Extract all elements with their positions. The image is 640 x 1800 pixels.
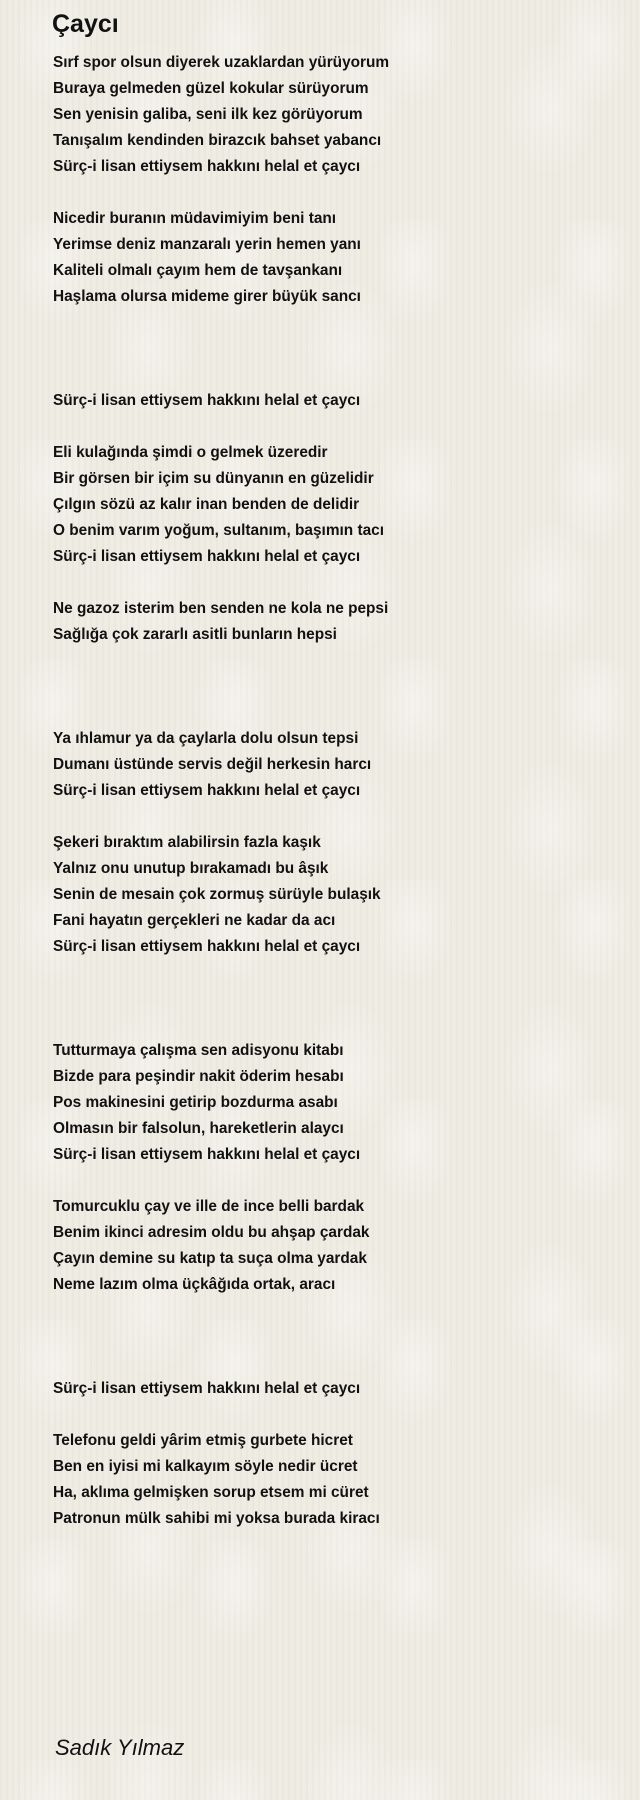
poem-line: Ya ıhlamur ya da çaylarla dolu olsun tepsi [53, 730, 359, 747]
poem-line: Tutturmaya çalışma sen adisyonu kitabı [53, 1042, 344, 1059]
author-signature: Sadık Yılmaz [55, 1735, 185, 1760]
stanza [53, 1194, 389, 1298]
poem-line: Tomurcuklu çay ve ille de ince belli bardak [53, 1198, 365, 1215]
poem-line: Ben en iyisi mi kalkayım söyle nedir ücret [53, 1458, 358, 1475]
poem-line: Fani hayatın gerçekleri ne kadar da acı [53, 912, 336, 929]
poem-line: Sürç-i lisan ettiysem hakkını helal et çaycı [53, 938, 361, 955]
stanza [53, 1376, 389, 1402]
poem-line: Sürç-i lisan ettiysem hakkını helal et çaycı [53, 782, 361, 799]
poem-line: Olmasın bir falsolun, hareketlerin alaycı [53, 1120, 344, 1137]
stanza [53, 206, 389, 310]
stanza [53, 388, 389, 414]
poem-line: Senin de mesain çok zormuş sürüyle bulaşık [53, 886, 381, 903]
poem-line: Neme lazım olma üçkâğıda ortak, aracı [53, 1276, 336, 1293]
poem-line: Ha, aklıma gelmişken sorup etsem mi cüret [53, 1484, 369, 1501]
poem-line: Sağlığa çok zararlı asitli bunların hepsi [53, 626, 337, 643]
poem-line: Dumanı üstünde servis değil herkesin harcı [53, 756, 372, 773]
poem-line: Sürç-i lisan ettiysem hakkını helal et çaycı [53, 158, 361, 175]
poem-line: Şekeri bıraktım alabilirsin fazla kaşık [53, 834, 321, 851]
stanza [53, 1428, 389, 1532]
poem-line: Çılgın sözü az kalır inan benden de delidir [53, 496, 360, 513]
stanza [53, 596, 389, 648]
poem-line: Sürç-i lisan ettiysem hakkını helal et çaycı [53, 1146, 361, 1163]
poem-line: Yerimse deniz manzaralı yerin hemen yanı [53, 236, 361, 253]
stanza [53, 1038, 389, 1168]
poem-line: Telefonu geldi yârim etmiş gurbete hicret [53, 1432, 353, 1449]
stanza [53, 50, 389, 180]
stanza [53, 440, 389, 570]
poem-line: O benim varım yoğum, sultanım, başımın tacı [53, 522, 384, 539]
poem-title: Çaycı [52, 10, 119, 38]
poem-line: Benim ikinci adresim oldu bu ahşap çardak [53, 1224, 370, 1241]
poem-line: Nicedir buranın müdavimiyim beni tanı [53, 210, 337, 227]
stanza [53, 726, 389, 804]
poem-line: Patronun mülk sahibi mi yoksa burada kiracı [53, 1510, 380, 1527]
poem-line: Haşlama olursa mideme girer büyük sancı [53, 288, 361, 305]
poem-line: Bir görsen bir içim su dünyanın en güzelidir [53, 470, 374, 487]
poem-line: Pos makinesini getirip bozdurma asabı [53, 1094, 338, 1111]
poem-line: Sürç-i lisan ettiysem hakkını helal et çaycı [53, 392, 361, 409]
poem-line: Sürç-i lisan ettiysem hakkını helal et çaycı [53, 1380, 361, 1397]
poem-line: Bizde para peşindir nakit öderim hesabı [53, 1068, 344, 1085]
poem-line: Eli kulağında şimdi o gelmek üzeredir [53, 444, 328, 461]
poem-line: Sen yenisin galiba, seni ilk kez görüyorum [53, 106, 363, 123]
poem-line: Ne gazoz isterim ben senden ne kola ne pepsi [53, 600, 389, 617]
poem-body [53, 50, 389, 1532]
poem-line: Sürç-i lisan ettiysem hakkını helal et çaycı [53, 548, 361, 565]
poem-line: Çayın demine su katıp ta suça olma yardak [53, 1250, 367, 1267]
poem-line: Kaliteli olmalı çayım hem de tavşankanı [53, 262, 343, 279]
poem-line: Sırf spor olsun diyerek uzaklardan yürüyorum [53, 54, 390, 71]
poem-line: Yalnız onu unutup bırakamadı bu âşık [53, 860, 329, 877]
poem-line: Tanışalım kendinden birazcık bahset yabancı [53, 132, 382, 149]
stanza [53, 830, 389, 960]
poem-line: Buraya gelmeden güzel kokular sürüyorum [53, 80, 369, 97]
